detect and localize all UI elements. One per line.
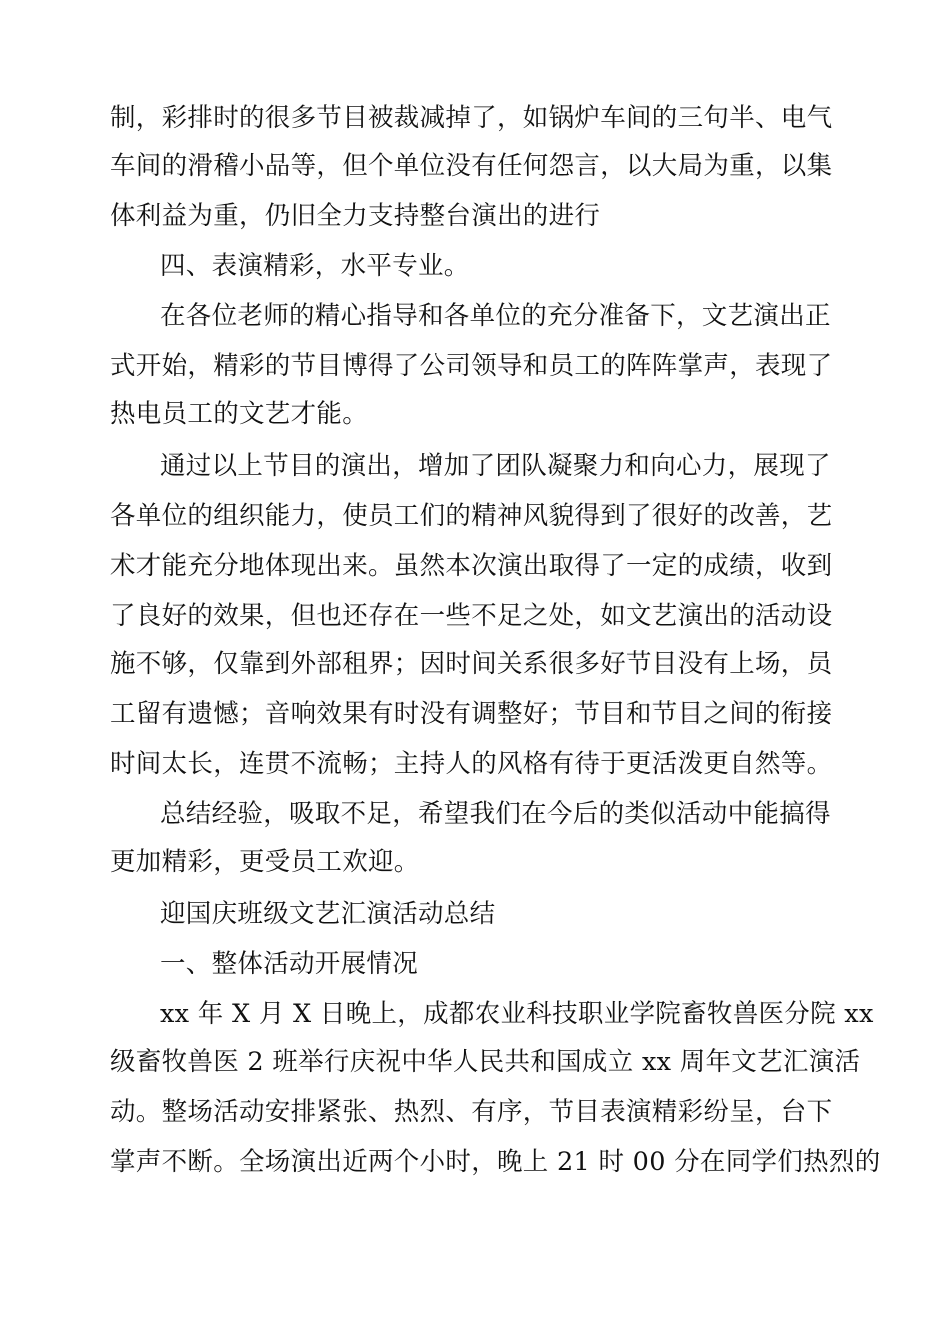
text-line-8: 通过以上节目的演出，增加了团队凝聚力和向心力，展现了: [160, 451, 831, 481]
text-line-5: 在各位老师的精心指导和各单位的充分准备下，文艺演出正: [160, 301, 831, 331]
text-line-21: 动。整场活动安排紧张、热烈、有序，节目表演精彩纷呈，台下: [110, 1097, 833, 1127]
text-line-2: 车间的滑稽小品等，但个单位没有任何怨言，以大局为重，以集: [110, 151, 833, 181]
section-heading-1: 一、整体活动开展情况: [160, 949, 419, 979]
text-line-1: 制，彩排时的很多节目被裁减掉了，如锅炉车间的三句半、电气: [110, 103, 833, 133]
text-line-7: 热电员工的文艺才能。: [110, 399, 369, 429]
text-line-16: 更加精彩，更受员工欢迎。: [110, 847, 420, 877]
text-line-19: xx 年 X 月 X 日晚上，成都农业科技职业学院畜牧兽医分院 xx: [160, 999, 874, 1029]
text-line-11: 了良好的效果，但也还存在一些不足之处，如文艺演出的活动设: [110, 601, 833, 631]
text-line-6: 式开始，精彩的节目博得了公司领导和员工的阵阵掌声，表现了: [110, 351, 833, 381]
text-line-14: 时间太长，连贯不流畅；主持人的风格有待于更活泼更自然等。: [110, 749, 833, 779]
text-line-13: 工留有遗憾；音响效果有时没有调整好；节目和节目之间的衔接: [110, 699, 833, 729]
text-line-10: 术才能充分地体现出来。虽然本次演出取得了一定的成绩，收到: [110, 551, 833, 581]
text-line-3: 体利益为重，仍旧全力支持整台演出的进行: [110, 201, 601, 231]
text-line-22: 掌声不断。全场演出近两个小时，晚上 21 时 00 分在同学们热烈的: [110, 1147, 881, 1177]
text-line-12: 施不够，仅靠到外部租界；因时间关系很多好节目没有上场，员: [110, 649, 833, 679]
section-heading-4: 四、表演精彩，水平专业。: [160, 251, 470, 281]
text-line-9: 各单位的组织能力，使员工们的精神风貌得到了很好的改善，艺: [110, 501, 833, 531]
text-line-20: 级畜牧兽医 2 班举行庆祝中华人民共和国成立 xx 周年文艺汇演活: [110, 1047, 861, 1077]
text-line-15: 总结经验，吸取不足，希望我们在今后的类似活动中能搞得: [160, 799, 831, 829]
document-title: 迎国庆班级文艺汇演活动总结: [160, 899, 496, 929]
